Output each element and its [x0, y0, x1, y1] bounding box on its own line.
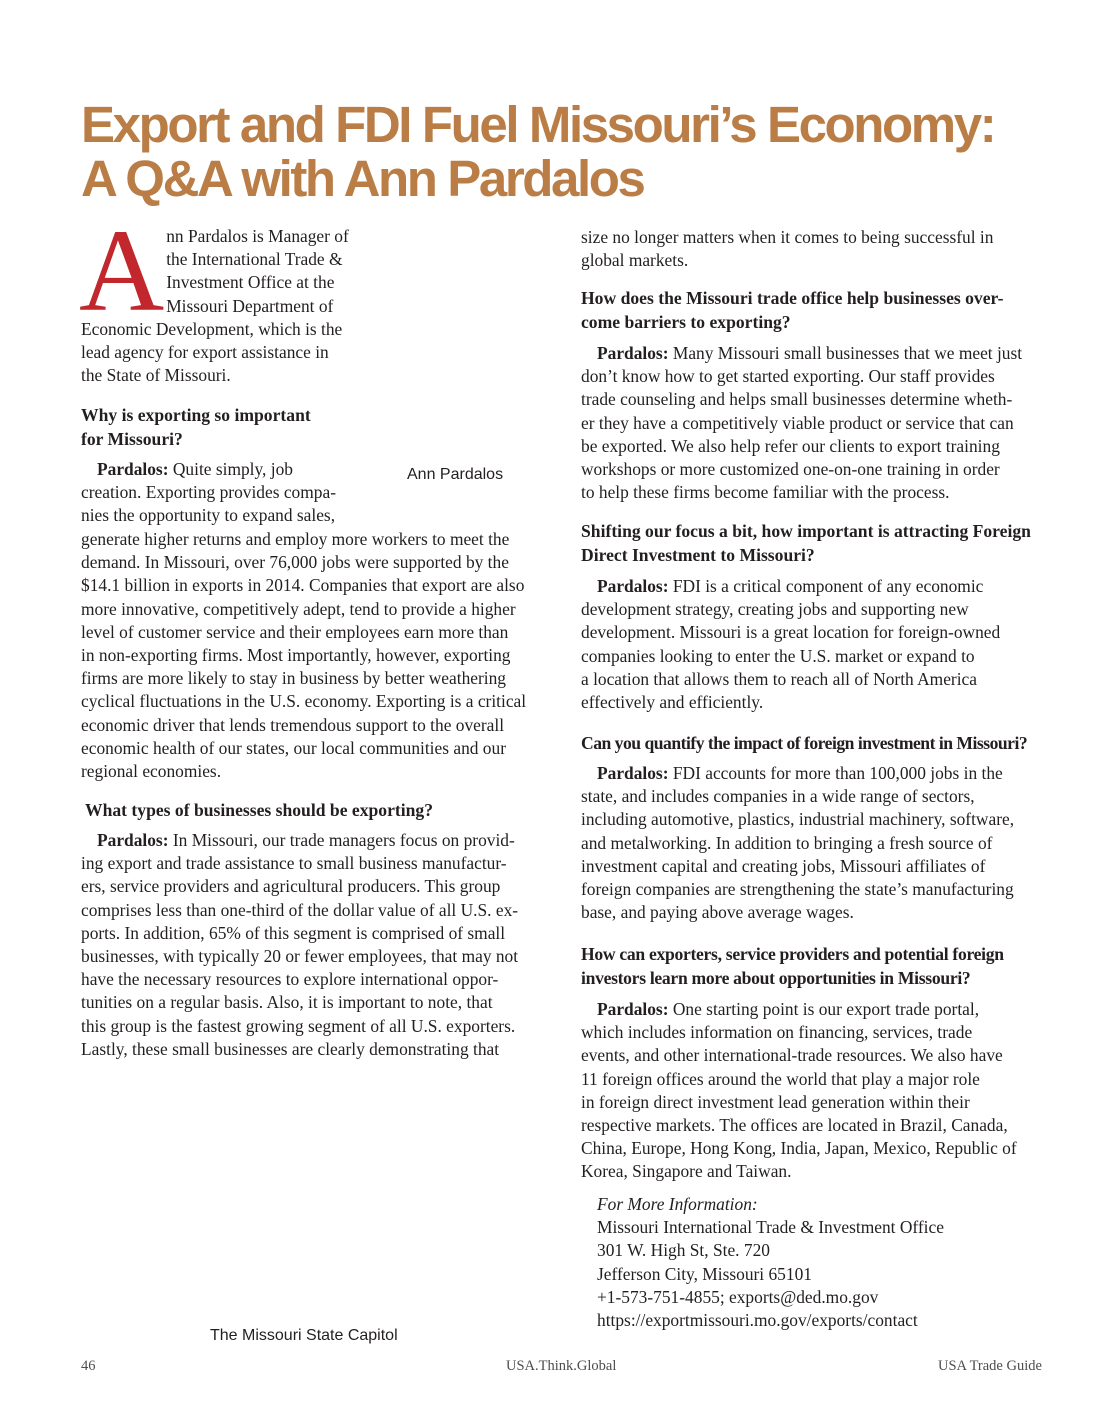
- answer-line: er they have a competitively viable product or service that can: [581, 412, 1014, 433]
- answer-line: economic health of our states, our local communities and our: [81, 737, 506, 758]
- answer-line: creation. Exporting provides compa-: [81, 482, 336, 503]
- page-number: 46: [81, 1358, 96, 1374]
- title-line-1: Export and FDI Fuel Missouri’s Economy:: [81, 96, 995, 153]
- title-line-2: A Q&A with Ann Pardalos: [81, 150, 644, 207]
- answer-6: [581, 998, 1051, 1184]
- answer-line: in non-exporting firms. Most importantly, however, exporting: [81, 645, 511, 666]
- answer-line: this group is the fastest growing segment of all U.S. exporters.: [81, 1015, 516, 1036]
- answer-1-wide: [81, 528, 551, 783]
- answer-line: in foreign direct investment lead generation within their: [581, 1091, 970, 1112]
- answer-line: trade counseling and helps small businesses determine wheth-: [581, 389, 1013, 410]
- answer-line: ing export and trade assistance to small business manufactur-: [81, 853, 507, 874]
- answer-line: One starting point is our export trade portal,: [672, 999, 980, 1019]
- answer-2: [81, 829, 551, 1061]
- answer-line: development strategy, creating jobs and supporting new: [581, 599, 969, 620]
- answer-line: Many Missouri small businesses that we meet just: [672, 343, 1023, 363]
- answer-line: effectively and efficiently.: [581, 692, 764, 713]
- answer-line: ports. In addition, 65% of this segment is comprised of small: [81, 922, 506, 943]
- speaker-label: Pardalos:: [597, 763, 669, 783]
- footer-site: USA.Think.Global: [506, 1358, 617, 1374]
- footer-publication: USA Trade Guide: [938, 1358, 1042, 1374]
- answer-line: companies looking to enter the U.S. market or expand to: [581, 645, 975, 666]
- question-line: for Missouri?: [81, 429, 183, 449]
- question-line: How does the Missouri trade office help businesses over-: [581, 288, 1004, 308]
- answer-line: size no longer matters when it comes to being successful in: [581, 227, 994, 247]
- contact-city: Jefferson City, Missouri 65101: [597, 1263, 812, 1284]
- answer-line: FDI accounts for more than 100,000 jobs in the: [672, 763, 1003, 783]
- contact-street: 301 W. High St, Ste. 720: [597, 1240, 770, 1261]
- answer-line: investment capital and creating jobs, Missouri affiliates of: [581, 855, 986, 876]
- article-title: [81, 98, 1041, 206]
- intro-line: nn Pardalos is Manager of: [166, 226, 349, 246]
- question-2: [85, 798, 555, 822]
- answer-1-narrow: [81, 458, 381, 528]
- intro-paragraph: [79, 205, 371, 387]
- answer-line: China, Europe, Hong Kong, India, Japan, Mexico, Republic of: [581, 1138, 1017, 1159]
- intro-line: lead agency for export assistance in: [81, 342, 329, 363]
- intro-line: Economic Development, which is the: [81, 318, 343, 339]
- question-4: [581, 519, 1051, 567]
- answer-line: Lastly, these small businesses are clearly demonstrating that: [81, 1038, 500, 1059]
- answer-line: base, and paying above average wages.: [581, 902, 854, 923]
- question-5: [581, 731, 1061, 755]
- answer-line: FDI is a critical component of any economic: [672, 576, 984, 596]
- answer-line: events, and other international-trade resources. We also have: [581, 1045, 1003, 1066]
- speaker-label: Pardalos:: [97, 830, 169, 850]
- answer-line: ers, service providers and agricultural producers. This group: [81, 876, 501, 897]
- contact-heading: For More Information:: [597, 1194, 758, 1214]
- question-3: [581, 286, 1051, 334]
- answer-line: global markets.: [581, 250, 689, 271]
- intro-line: the State of Missouri.: [81, 365, 231, 386]
- answer-line: Quite simply, job: [172, 459, 293, 479]
- question-line: Can you quantify the impact of foreign investment in Missouri?: [581, 733, 1028, 753]
- answer-line: firms are more likely to stay in business by better weathering: [81, 668, 506, 689]
- answer-line: development. Missouri is a great location for foreign-owned: [581, 622, 1001, 643]
- answer-line: and metalworking. In addition to bringing a fresh source of: [581, 832, 993, 853]
- speaker-label: Pardalos:: [597, 999, 669, 1019]
- question-line: Direct Investment to Missouri?: [581, 545, 815, 565]
- answer-line: including automotive, plastics, industrial machinery, software,: [581, 809, 1015, 830]
- answer-line: In Missouri, our trade managers focus on provid-: [172, 830, 515, 850]
- contact-url[interactable]: https://exportmissouri.mo.gov/exports/contact: [597, 1310, 918, 1331]
- question-line: Why is exporting so important: [81, 405, 311, 425]
- answer-line: cyclical fluctuations in the U.S. economy. Exporting is a critical: [81, 691, 527, 712]
- question-line: investors learn more about opportunities in Missouri?: [581, 968, 971, 988]
- answer-4: [581, 575, 1051, 714]
- answer-line: generate higher returns and employ more workers to meet the: [81, 529, 510, 549]
- answer-line: to help these firms become familiar with the process.: [581, 482, 950, 503]
- answer-line: comprises less than one-third of the dollar value of all U.S. ex-: [81, 899, 519, 920]
- photo-caption-pardalos: Ann Pardalos: [407, 466, 504, 483]
- answer-line: regional economies.: [81, 761, 222, 782]
- answer-2-continued: [581, 226, 1051, 272]
- answer-line: businesses, with typically 20 or fewer employees, that may not: [81, 946, 519, 967]
- answer-line: more innovative, competitively adept, tend to provide a higher: [81, 598, 516, 619]
- answer-line: have the necessary resources to explore international oppor-: [81, 969, 499, 990]
- photo-caption-capitol: The Missouri State Capitol: [210, 1327, 398, 1344]
- speaker-label: Pardalos:: [97, 459, 169, 479]
- answer-line: respective markets. The offices are located in Brazil, Canada,: [581, 1115, 1008, 1136]
- question-6: [581, 942, 1061, 990]
- answer-line: don’t know how to get started exporting. Our staff provides: [581, 366, 995, 387]
- answer-line: state, and includes companies in a wide range of sectors,: [581, 786, 975, 807]
- speaker-label: Pardalos:: [597, 343, 669, 363]
- answer-line: foreign companies are strengthening the state’s manufacturing: [581, 879, 1014, 900]
- question-1: [81, 403, 381, 451]
- drop-cap: A: [79, 205, 165, 336]
- answer-line: tunities on a regular basis. Also, it is important to note, that: [81, 992, 493, 1013]
- answer-line: nies the opportunity to expand sales,: [81, 505, 336, 526]
- question-line: What types of businesses should be exporting?: [85, 800, 434, 820]
- contact-office: Missouri International Trade & Investment Office: [597, 1217, 944, 1238]
- answer-line: $14.1 billion in exports in 2014. Companies that export are also: [81, 575, 525, 596]
- question-line: come barriers to exporting?: [581, 312, 791, 332]
- answer-line: which includes information on financing, services, trade: [581, 1022, 973, 1043]
- intro-line: the International Trade &: [166, 249, 343, 270]
- answer-line: 11 foreign offices around the world that play a major role: [581, 1068, 980, 1089]
- contact-phone-email[interactable]: +1-573-751-4855; exports@ded.mo.gov: [597, 1286, 879, 1307]
- answer-line: economic driver that lends tremendous support to the overall: [81, 714, 505, 735]
- contact-block: [597, 1193, 1057, 1332]
- answer-5: [581, 762, 1056, 924]
- answer-line: level of customer service and their employees earn more than: [81, 621, 509, 642]
- answer-line: workshops or more customized one-on-one training in order: [581, 459, 1000, 480]
- intro-line: Missouri Department of: [166, 295, 334, 316]
- question-line: Shifting our focus a bit, how important is attracting Foreign: [581, 521, 1031, 541]
- question-line: How can exporters, service providers and potential foreign: [581, 944, 1004, 964]
- intro-line: Investment Office at the: [166, 272, 335, 293]
- answer-line: demand. In Missouri, over 76,000 jobs were supported by the: [81, 552, 509, 573]
- answer-line: a location that allows them to reach all of North America: [581, 668, 977, 689]
- speaker-label: Pardalos:: [597, 576, 669, 596]
- answer-line: be exported. We also help refer our clients to export training: [581, 435, 1000, 456]
- answer-line: Korea, Singapore and Taiwan.: [581, 1161, 792, 1182]
- answer-3: [581, 342, 1051, 504]
